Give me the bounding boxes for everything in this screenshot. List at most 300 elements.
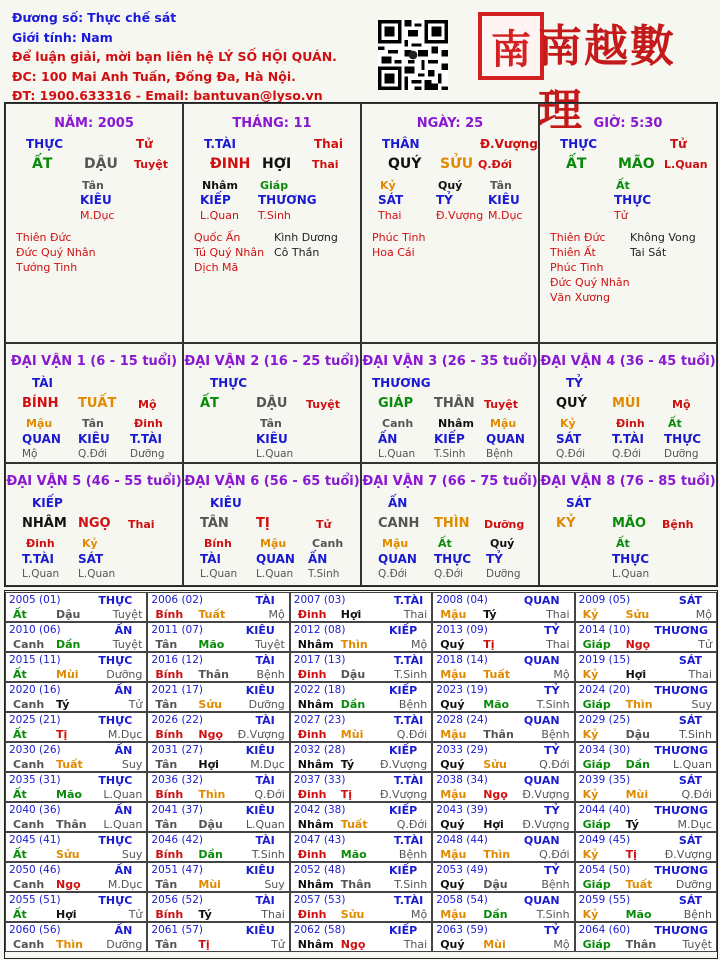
year-stem: Mậu [440, 788, 467, 801]
year-ten-god: THƯƠNG [654, 924, 708, 937]
ten-god: T.TÀI [204, 137, 236, 151]
year-phase: Đ.Vượng [237, 728, 285, 741]
year-label: 2064 (60) [578, 924, 631, 936]
heavenly-stem: KỶ [556, 516, 576, 531]
year-cell [575, 622, 717, 652]
ten-god: TÀI [32, 376, 54, 390]
ten-god: ẤN [388, 496, 408, 510]
year-cell [5, 922, 147, 952]
hidden-god: SÁT [556, 432, 582, 446]
year-stem: Mậu [440, 728, 467, 741]
year-cell [5, 652, 147, 682]
heavenly-stem: BÍNH [22, 396, 59, 411]
hidden-stem: Mậu [490, 417, 517, 430]
hidden-stem: Ất [668, 417, 682, 430]
year-cell [290, 892, 432, 922]
branch-phase: Tuyệt [306, 398, 341, 411]
hidden-phase: Q.Đới [434, 568, 464, 580]
contact-line: Để luận giải, mời bạn liên hệ LÝ SỐ HỘI QUÁN. [12, 49, 337, 64]
hidden-phase: Dưỡng [486, 568, 521, 580]
hidden-phase: Q.Đới [78, 448, 108, 460]
heavenly-stem: TÂN [200, 516, 229, 531]
hidden-god: ẤN [378, 432, 398, 446]
year-branch: Mão [56, 788, 82, 801]
year-cell [290, 622, 432, 652]
heavenly-stem: GIÁP [378, 396, 414, 411]
year-phase: L.Quan [103, 788, 143, 801]
year-stem: Giáp [582, 938, 611, 951]
year-cell [432, 832, 574, 862]
ten-god: TỶ [566, 376, 583, 390]
year-stem: Mậu [440, 848, 467, 861]
year-label: 2044 (40) [578, 804, 631, 816]
year-branch: Thìn [56, 938, 83, 951]
year-phase: Mộ [553, 938, 570, 951]
hidden-god: TỶ [486, 552, 503, 566]
year-cell [147, 772, 289, 802]
year-stem: Đinh [297, 908, 327, 921]
year-cell [575, 592, 717, 622]
year-cell [147, 742, 289, 772]
year-phase: T.Sinh [251, 848, 285, 861]
ten-god: Tử [136, 137, 153, 151]
pillar-title: THÁNG: 11 [232, 116, 312, 131]
year-cell [5, 892, 147, 922]
year-phase: Tuyệt [112, 608, 143, 621]
year-ten-god: TÀI [255, 714, 275, 727]
hidden-phase: Đ.Vượng [436, 209, 484, 222]
year-branch: Mùi [56, 668, 79, 681]
year-branch: Dần [483, 908, 508, 921]
year-stem: Kỷ [582, 668, 599, 681]
earthly-branch: DẬU [84, 156, 118, 172]
year-ten-god: KIÊU [245, 924, 275, 937]
hidden-god: THỰC [612, 552, 650, 566]
year-ten-god: T.TÀI [393, 774, 424, 787]
year-branch: Tý [483, 608, 497, 621]
year-ten-god: KIẾP [388, 624, 418, 637]
year-stem: Kỷ [582, 728, 599, 741]
ten-god: Đ.Vượng [480, 137, 538, 151]
year-stem: Ất [13, 908, 27, 921]
year-cell [575, 922, 717, 952]
year-stem: Tân [155, 638, 178, 651]
year-label: 2051 (47) [151, 864, 204, 876]
year-ten-god: T.TÀI [393, 834, 424, 847]
year-ten-god: TÀI [255, 894, 275, 907]
year-branch: Mão [198, 638, 225, 651]
year-ten-god: T.TÀI [393, 594, 424, 607]
hidden-god: KIẾP [200, 193, 231, 207]
year-branch: Dần [625, 758, 650, 771]
heavenly-stem: ẤT [32, 156, 53, 172]
hidden-phase: T.Sinh [308, 568, 340, 580]
year-ten-god: QUAN [523, 594, 560, 607]
four-pillars-chart [4, 102, 718, 587]
hidden-stem: Giáp [260, 179, 289, 192]
year-stem: Canh [13, 878, 45, 891]
year-phase: Tử [128, 908, 143, 921]
year-label: 2057 (53) [293, 894, 346, 906]
heavenly-stem: ĐINH [210, 156, 251, 172]
year-branch: Mùi [340, 728, 364, 741]
year-label: 2058 (54) [436, 894, 488, 906]
year-branch: Tị [483, 638, 495, 651]
ten-god: THÂN [382, 137, 420, 151]
year-ten-god: KIÊU [245, 624, 275, 637]
year-phase: Tử [128, 698, 143, 711]
year-ten-god: KIÊU [245, 684, 275, 697]
year-ten-god: SÁT [678, 774, 702, 787]
auspicious-star: Dịch Mã [194, 261, 239, 274]
year-label: 2050 (46) [9, 864, 61, 876]
branch-phase: Tử [316, 518, 332, 531]
year-stem: Ất [13, 788, 27, 801]
hidden-god: KIÊU [80, 193, 112, 207]
year-label: 2010 (06) [9, 624, 61, 636]
year-cell [575, 862, 717, 892]
year-ten-god: ẤN [114, 804, 133, 817]
branch-phase: Dưỡng [484, 518, 525, 531]
year-stem: Canh [13, 938, 45, 951]
year-ten-god: KIÊU [245, 864, 275, 877]
heavenly-stem: ẤT [566, 156, 587, 172]
ten-god: THỰC [560, 137, 598, 151]
year-branch: Dậu [56, 608, 81, 621]
year-stem: Kỷ [582, 608, 599, 621]
year-cell [290, 592, 432, 622]
year-branch: Dậu [198, 818, 223, 831]
year-phase: L.Quan [103, 818, 143, 831]
year-label: 2027 (23) [293, 714, 346, 726]
year-cell [432, 592, 574, 622]
earthly-branch: DẬU [256, 396, 288, 411]
heavenly-stem: QUÝ [388, 156, 422, 172]
year-stem: Tân [155, 818, 178, 831]
hidden-god: QUAN [486, 432, 525, 446]
dai-van-title: ĐẠI VẬN 3 (26 - 35 tuổi) [362, 354, 538, 369]
year-branch: Hợi [340, 608, 362, 621]
pillar-title: NGÀY: 25 [416, 116, 484, 131]
ten-god: KIÊU [210, 496, 242, 510]
year-label: 2023 (19) [436, 684, 488, 696]
year-branch: Thìn [340, 638, 368, 651]
phone-email-line: ĐT: 1900.633316 - Email: bantuvan@lyso.vn [12, 88, 323, 103]
year-stem: Đinh [297, 788, 327, 801]
hidden-phase: T.Sinh [434, 448, 466, 460]
auspicious-star: Đức Quý Nhân [16, 246, 96, 259]
dai-van-title: ĐẠI VẬN 7 (66 - 75 tuổi) [362, 474, 538, 489]
year-branch: Mùi [625, 788, 649, 801]
year-stem: Giáp [582, 638, 611, 651]
hidden-phase: L.Quan [200, 209, 239, 222]
branch-phase: Mộ [672, 398, 691, 411]
year-ten-god: ẤN [114, 744, 133, 757]
year-cell [5, 712, 147, 742]
year-label: 2017 (13) [293, 654, 346, 666]
year-phase: Mộ [410, 908, 428, 921]
year-label: 2045 (41) [9, 834, 61, 846]
year-phase: Q.Đới [539, 758, 570, 771]
hidden-stem: Bính [204, 537, 232, 550]
year-stem: Bính [155, 788, 184, 801]
dai-van-title: ĐẠI VẬN 1 (6 - 15 tuổi) [10, 354, 178, 369]
hidden-phase: L.Quan [256, 568, 294, 580]
year-branch: Thân [56, 818, 87, 831]
branch-phase: Q.Đới [478, 158, 513, 171]
year-phase: Thai [688, 668, 712, 681]
hidden-god: THỰC [434, 552, 472, 566]
year-cell [432, 862, 574, 892]
year-cell [575, 832, 717, 862]
hidden-stem: Nhâm [202, 179, 238, 192]
year-phase: Thai [403, 938, 428, 951]
year-branch: Dần [340, 698, 366, 711]
hidden-god: KIÊU [488, 193, 520, 207]
year-cell [575, 682, 717, 712]
earthly-branch: THÂN [434, 396, 475, 411]
year-branch: Ngọ [198, 728, 224, 741]
hidden-phase: Q.Đới [378, 568, 408, 580]
year-phase: L.Quan [245, 818, 285, 831]
hidden-stem: Quý [438, 179, 463, 192]
year-phase: T.Sinh [536, 908, 570, 921]
year-cell [575, 652, 717, 682]
pillar-cell [539, 103, 717, 343]
year-stem: Canh [13, 758, 45, 771]
qr-code-icon [378, 20, 448, 90]
year-cell [575, 892, 717, 922]
year-label: 2046 (42) [151, 834, 204, 846]
hidden-god: KIÊU [256, 432, 288, 446]
year-stem: Quý [440, 938, 465, 951]
year-label: 2054 (50) [578, 864, 631, 876]
year-label: 2060 (56) [9, 924, 61, 936]
year-ten-god: THƯƠNG [654, 624, 708, 637]
year-cell [147, 802, 289, 832]
branch-phase: Thai [128, 518, 155, 531]
earthly-branch: MÙI [612, 396, 641, 411]
year-phase: Suy [691, 698, 712, 711]
year-branch: Mùi [483, 938, 506, 951]
year-ten-god: TÀI [255, 654, 275, 667]
year-branch: Tị [340, 788, 353, 801]
year-phase: Mộ [268, 608, 285, 621]
year-cell [575, 712, 717, 742]
year-ten-god: TỶ [544, 744, 560, 757]
brand-logo: 南越數理 [538, 21, 676, 136]
year-stem: Đinh [297, 728, 327, 741]
earthly-branch: NGỌ [78, 516, 111, 531]
year-stem: Nhâm [297, 818, 334, 831]
year-cell [432, 772, 574, 802]
year-branch: Tuất [483, 668, 510, 681]
hidden-god: THỰC [614, 193, 652, 207]
earthly-branch: THÌN [434, 516, 470, 531]
pillar-cell [361, 103, 539, 343]
branch-phase: Tuyệt [484, 398, 519, 411]
year-stem: Kỷ [582, 848, 599, 861]
year-stem: Bính [155, 848, 184, 861]
year-phase: T.Sinh [536, 698, 570, 711]
year-label: 2033 (29) [436, 744, 488, 756]
year-stem: Quý [440, 818, 465, 831]
hidden-god: QUAN [22, 432, 61, 446]
hidden-god: THƯƠNG [258, 193, 317, 207]
hidden-phase: T.Sinh [258, 209, 291, 222]
year-ten-god: ẤN [114, 684, 133, 697]
year-branch: Thân [483, 728, 514, 741]
year-branch: Sửu [340, 908, 365, 921]
owner-label: Đương số: [12, 10, 84, 25]
year-label: 2039 (35) [578, 774, 631, 786]
year-ten-god: THƯƠNG [654, 864, 708, 877]
year-phase: Mộ [553, 668, 570, 681]
year-branch: Tị [198, 938, 210, 951]
year-ten-god: T.TÀI [393, 654, 424, 667]
hidden-phase: Dưỡng [664, 448, 699, 460]
hidden-god: KIẾP [434, 432, 465, 446]
year-label: 2006 (02) [151, 594, 204, 606]
year-cell [5, 832, 147, 862]
year-label: 2011 (07) [151, 624, 204, 636]
year-ten-god: KIẾP [388, 864, 418, 877]
year-phase: Suy [121, 758, 143, 771]
year-branch: Mão [625, 908, 652, 921]
year-label: 2016 (12) [151, 654, 204, 666]
year-label: 2037 (33) [293, 774, 346, 786]
year-branch: Hợi [483, 818, 504, 831]
year-label: 2008 (04) [436, 594, 488, 606]
year-phase: Bệnh [541, 878, 570, 891]
hidden-stem: Kỷ [82, 537, 98, 550]
heavenly-stem: QUÝ [556, 396, 588, 411]
ten-god: SÁT [566, 496, 592, 510]
auspicious-star: Văn Xương [550, 291, 610, 304]
year-stem: Quý [440, 758, 465, 771]
year-label: 2049 (45) [578, 834, 631, 846]
year-label: 2038 (34) [436, 774, 488, 786]
year-stem: Đinh [297, 608, 327, 621]
pillar-title: GIỜ: 5:30 [593, 116, 663, 131]
hidden-stem: Mậu [260, 537, 287, 550]
year-stem: Nhâm [297, 758, 334, 771]
year-stem: Giáp [582, 758, 611, 771]
year-cell [147, 682, 289, 712]
year-cell [290, 652, 432, 682]
year-ten-god: KIÊU [245, 804, 275, 817]
year-label: 2018 (14) [436, 654, 488, 666]
year-stem: Quý [440, 698, 465, 711]
year-ten-god: TÀI [255, 834, 275, 847]
year-cell [290, 712, 432, 742]
year-label: 2035 (31) [9, 774, 61, 786]
year-cell [147, 892, 289, 922]
owner-value: Thực chế sát [87, 10, 177, 25]
year-cell [290, 742, 432, 772]
hidden-phase: L.Quan [78, 568, 116, 580]
year-cell [290, 772, 432, 802]
red-seal-logo: 南 [478, 12, 544, 80]
year-stem: Tân [155, 758, 178, 771]
year-label: 2059 (55) [578, 894, 631, 906]
year-label: 2009 (05) [578, 594, 631, 606]
year-stem: Nhâm [297, 938, 334, 951]
hidden-stem: Tân [82, 417, 104, 430]
auspicious-star: Tú Quý Nhân [194, 246, 265, 259]
branch-phase: Mộ [138, 398, 157, 411]
year-cell [5, 862, 147, 892]
year-branch: Dần [56, 638, 81, 651]
other-star: Cô Thần [274, 246, 320, 259]
year-branch: Tuất [56, 758, 83, 771]
year-phase: Q.Đới [396, 728, 428, 741]
hidden-god: T.TÀI [612, 432, 644, 446]
year-phase: T.Sinh [394, 878, 428, 891]
year-phase: Tuyệt [112, 638, 143, 651]
year-ten-god: KIẾP [388, 744, 418, 757]
year-phase: Thai [261, 908, 285, 921]
year-branch: Thân [340, 878, 372, 891]
year-cell [290, 832, 432, 862]
year-branch: Mùi [198, 878, 221, 891]
year-ten-god: TỶ [544, 804, 560, 817]
other-star: Không Vong [630, 231, 696, 244]
year-label: 2042 (38) [293, 804, 346, 816]
year-branch: Thân [625, 938, 657, 951]
year-branch: Dậu [340, 668, 366, 681]
year-stem: Quý [440, 638, 465, 651]
year-phase: Tuyệt [255, 638, 285, 651]
earthly-branch: MÃO [618, 156, 655, 172]
year-phase: Mộ [410, 638, 428, 651]
year-phase: Q.Đới [396, 818, 428, 831]
hidden-stem: Kỷ [560, 417, 576, 430]
annual-luck-grid [4, 590, 718, 959]
earthly-branch: TỊ [256, 516, 270, 531]
hidden-stem: Canh [382, 417, 414, 430]
year-label: 2062 (58) [293, 924, 346, 936]
year-ten-god: KIẾP [388, 804, 418, 817]
other-star: Tai Sát [630, 246, 667, 259]
year-stem: Tân [155, 878, 178, 891]
year-cell [432, 922, 574, 952]
hidden-stem: Kỷ [380, 179, 396, 192]
year-stem: Kỷ [582, 788, 599, 801]
auspicious-star: Thiên Đức [16, 231, 72, 244]
year-phase: Đ.Vượng [522, 818, 570, 831]
year-label: 2041 (37) [151, 804, 204, 816]
ten-god: KIẾP [32, 496, 63, 510]
year-ten-god: T.TÀI [393, 714, 424, 727]
year-ten-god: TỶ [544, 924, 560, 937]
earthly-branch: HỢI [262, 156, 292, 172]
dai-van-title: ĐẠI VẬN 4 (36 - 45 tuổi) [540, 354, 716, 369]
year-stem: Giáp [582, 878, 611, 891]
year-stem: Mậu [440, 608, 467, 621]
year-cell [147, 832, 289, 862]
year-stem: Mậu [440, 668, 467, 681]
earthly-branch: TUẤT [78, 396, 117, 411]
dai-van-cell [539, 343, 717, 463]
year-phase: Tử [271, 938, 285, 951]
year-phase: Dưỡng [106, 938, 143, 951]
hidden-god: THỰC [664, 432, 702, 446]
year-label: 2005 (01) [9, 594, 61, 606]
other-star: Kình Dương [274, 231, 338, 244]
hidden-phase: L.Quan [256, 448, 294, 460]
hidden-god: T.TÀI [130, 432, 162, 446]
